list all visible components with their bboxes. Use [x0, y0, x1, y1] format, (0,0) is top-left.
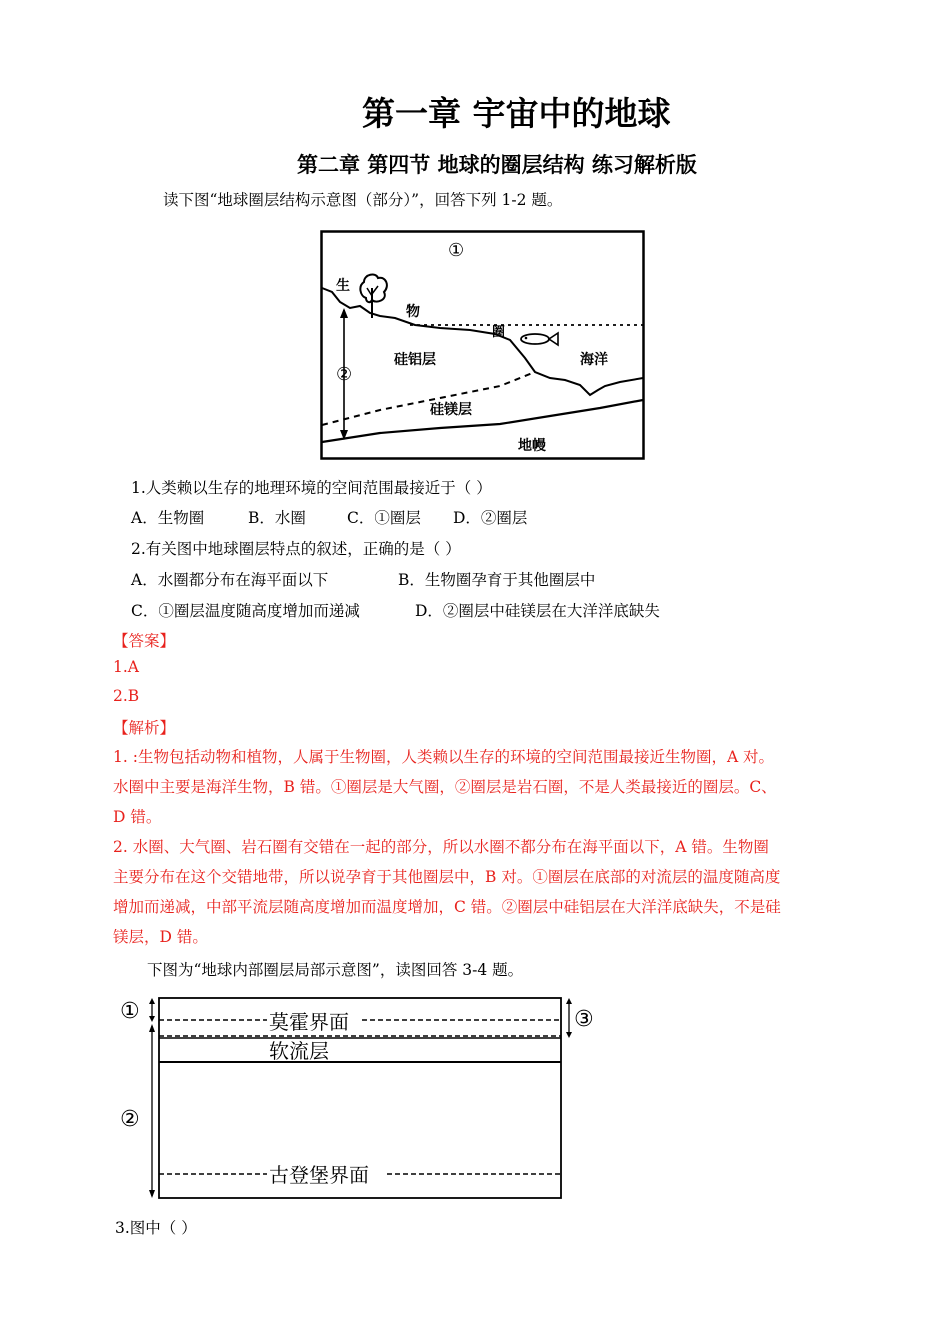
earth-interior-diagram [112, 992, 612, 1204]
label-sima: 硅镁层 [430, 402, 472, 418]
analysis-line: 增加而递减，中部平流层随高度增加而温度增加，C 错。②圈层中硅铝层在大洋洋底缺失，不是硅 [113, 898, 781, 916]
label-circle-1: ① [448, 240, 465, 261]
question-2-option-d: D．②圈层中硅镁层在大洋洋底缺失 [415, 602, 660, 620]
earth-sphere-diagram [320, 230, 645, 460]
question-1-option-d: D．②圈层 [453, 509, 528, 527]
analysis-line: 水圈中主要是海洋生物，B 错。①圈层是大气圈，②圈层是岩石圈，不是人类最接近的圈层。C、 [113, 778, 777, 796]
question-1-stem: 1.人类赖以生存的地理环境的空间范围最接近于（ ） [131, 479, 492, 497]
question-3-stem: 3.图中（ ） [115, 1219, 197, 1237]
label-sheng: 生 [336, 278, 350, 294]
intro-text-1: 读下图“地球圈层结构示意图（部分）”，回答下列 1-2 题。 [163, 191, 563, 209]
label-moho: 莫霍界面 [269, 1010, 349, 1034]
analysis-line: 1. :生物包括动物和植物，人属于生物圈，人类赖以生存的环境的空间范围最接近生物圈，A 对。 [113, 748, 775, 766]
analysis-line: 主要分布在这个交错地带，所以说孕育于其他圈层中，B 对。①圈层在底部的对流层的温度随高度 [113, 868, 781, 886]
answer-label: 【答案】 [113, 632, 176, 650]
answer-1: 1.A [113, 658, 139, 676]
label-sial: 硅铝层 [394, 352, 436, 368]
label-c1: ① [120, 999, 140, 1024]
question-1-option-b: B．水圈 [248, 509, 306, 527]
question-1-option-c: C．①圈层 [347, 509, 421, 527]
analysis-line: 2. 水圈、大气圈、岩石圈有交错在一起的部分，所以水圈不都分布在海平面以下，A 错。生物圈 [113, 838, 769, 856]
label-quan: 圈 [492, 325, 506, 340]
chapter-title: 第一章 宇宙中的地球 [362, 94, 671, 133]
analysis-line: 镁层，D 错。 [113, 928, 208, 946]
question-2-stem: 2.有关图中地球圈层特点的叙述，正确的是（ ） [131, 540, 461, 558]
question-1-option-a: A．生物圈 [131, 509, 205, 527]
question-2-option-a: A．水圈都分布在海平面以下 [131, 571, 329, 589]
label-ocean: 海洋 [580, 352, 608, 368]
intro-text-2: 下图为“地球内部圈层局部示意图”，读图回答 3-4 题。 [147, 961, 524, 979]
label-asthenosphere: 软流层 [269, 1039, 329, 1063]
label-c3: ③ [574, 1007, 594, 1032]
analysis-line: D 错。 [113, 808, 162, 826]
answer-2: 2.B [113, 687, 140, 705]
label-mantle: 地幔 [518, 438, 546, 454]
label-wu: 物 [406, 304, 420, 320]
label-circle-2: ② [336, 364, 353, 385]
question-2-option-b: B．生物圈孕育于其他圈层中 [398, 571, 596, 589]
label-gutenberg: 古登堡界面 [269, 1163, 369, 1187]
section-title: 第二章 第四节 地球的圈层结构 练习解析版 [297, 153, 697, 177]
question-2-option-c: C．①圈层温度随高度增加而递减 [131, 602, 360, 620]
label-c2: ② [120, 1107, 140, 1132]
analysis-label: 【解析】 [113, 719, 176, 737]
